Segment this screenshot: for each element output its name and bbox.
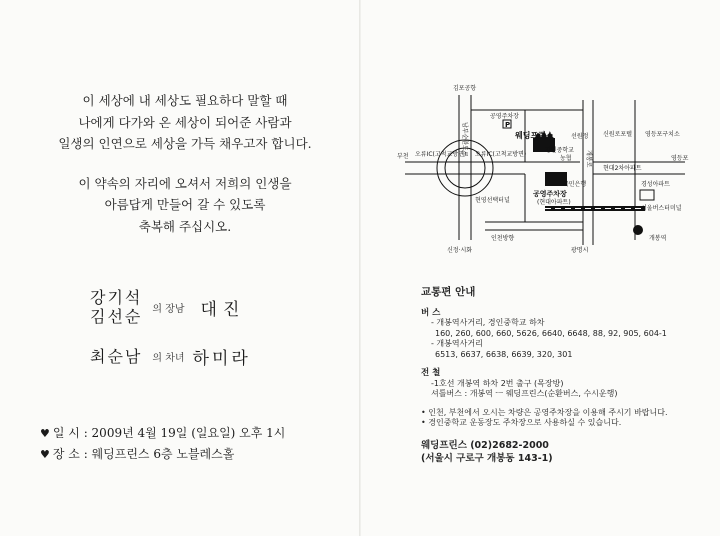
subway-line: -1호선 개봉역 하차 2번 출구 (목장방) (431, 378, 564, 388)
parking-letter: P (505, 121, 511, 129)
bus-stop-2: - 개봉역사거리 (431, 339, 483, 348)
message-line: 일생의 인연으로 세상을 가득 채우고자 합니다. (58, 136, 312, 151)
event-datetime: 일 시 : 2009년 4월 19일 (일요일) 오후 1시 (52, 426, 286, 440)
event-datetime-row (40, 423, 285, 444)
map-label-nonghyup: 농협 (560, 155, 572, 162)
map-label-gaebong-station: 개봉역 (649, 235, 667, 242)
map-label-ic2: 오류IC(고척교방면) (475, 151, 527, 158)
map-label-parking-main: 공영주차장 (533, 190, 567, 198)
parking-note-1: • 인천, 부천에서 오시는 차량은 공영주차장을 이용해 주시기 바랍니다. (421, 407, 668, 417)
message-line: 이 세상에 내 세상도 필요하다 말할 때 (82, 93, 288, 108)
left-panel (0, 0, 359, 536)
map-label-gwangmyeong: 광명시 (571, 247, 589, 254)
right-panel (361, 0, 720, 536)
event-venue-row (40, 444, 285, 465)
groom-row (90, 288, 251, 326)
map-label-parking-top: 공영주차장 (490, 113, 519, 120)
map-label-parking-sub: (현대아파트) (537, 199, 571, 206)
groom-mother: 김선순 (90, 307, 143, 326)
venue-phone: 웨딩프린스 (02)2682-2000 (421, 439, 549, 451)
map-label-yeongdeungpo: 영등포 (671, 155, 689, 162)
invitation-message (40, 90, 330, 237)
groom-name: 대진 (200, 299, 246, 320)
map-label-incheon: 인천방향 (491, 235, 515, 242)
shuttle-line: 셔틀버스 : 개봉역 ㅡ 웨딩프린스(순환버스, 수시운행) (431, 389, 618, 398)
location-map (395, 80, 695, 255)
bride-relation: 의 차녀 (152, 353, 185, 364)
venue-address: (서울시 구로구 개봉동 143-1) (421, 452, 553, 464)
bus-stop-1: - 개봉역사거리, 경인중학교 하차 (431, 318, 545, 327)
venue-contact (421, 439, 701, 465)
bride-row (90, 344, 251, 369)
message-line: 축복해 주십시오. (138, 218, 232, 234)
bus-routes-2: 6513, 6637, 6638, 6639, 320, 301 (435, 349, 573, 359)
bus-heading: 버 스 (421, 307, 441, 318)
message-line: 나에게 다가와 온 세상이 되어준 사람과 (78, 114, 292, 130)
transit-title: 교통편 안내 (421, 286, 476, 298)
bride-mother: 최순남 (90, 347, 143, 366)
groom-relation: 의 장남 (152, 303, 185, 315)
map-label-ring: 남부순환도로 (461, 122, 468, 157)
subway-heading: 전 철 (421, 368, 441, 378)
map-label-seoulbus: 서울버스터미널 (641, 205, 682, 212)
map-label-kyungsung: 경성아파트 (641, 181, 670, 188)
bus-routes-1: 160, 260, 600, 660, 5626, 6640, 6648, 88, 92, 905, 604-1 (435, 328, 667, 338)
bride-name: 하미라 (192, 349, 251, 369)
message-line: 아름답게 만들어 갈 수 있도록 (104, 197, 266, 212)
map-label-yeongdeung: 영등포구치소 (645, 131, 680, 138)
bus-terminal-building (640, 190, 654, 200)
groom-father: 강기석 (90, 288, 143, 307)
map-label-airport: 김포공항 (453, 85, 477, 92)
parking-note-2: • 경인중학교 운동장도 주차장으로 사용하실 수 있습니다. (421, 418, 622, 427)
event-info (40, 423, 285, 465)
event-venue: 장 소 : 웨딩프린스 6층 노블레스홀 (52, 447, 235, 461)
map-label-apt: 현대2차아파트 (603, 165, 642, 172)
map-label-sinwon: 신원로포텔 (603, 131, 632, 138)
map-label-gaebong-road: 개봉로 (585, 150, 592, 168)
map-label-gukmin: 국민은행 (563, 181, 587, 188)
groom-parents (90, 288, 142, 326)
map-label-ring-bottom: 현영선택터널 (475, 197, 510, 204)
heart-icon: ♥ (40, 448, 50, 461)
map-label-ic1: 오류IC(고척교방면) (415, 151, 467, 158)
transit-guide (421, 287, 701, 465)
family-names (90, 288, 251, 369)
map-label-sungwon: 선원정 (571, 133, 589, 140)
subway-station-icon (633, 225, 643, 235)
railway (545, 206, 645, 211)
map-label-sinjeong: 신정·시화 (447, 247, 473, 254)
map-label-bucheon: 부천 (397, 153, 409, 160)
map-label-venue: 웨딩프린스 (515, 131, 554, 140)
message-line: 이 약속의 자리에 오셔서 저희의 인생을 (78, 175, 292, 191)
heart-icon: ♥ (40, 427, 50, 440)
map-label-school: 경인중학교 (545, 147, 574, 154)
